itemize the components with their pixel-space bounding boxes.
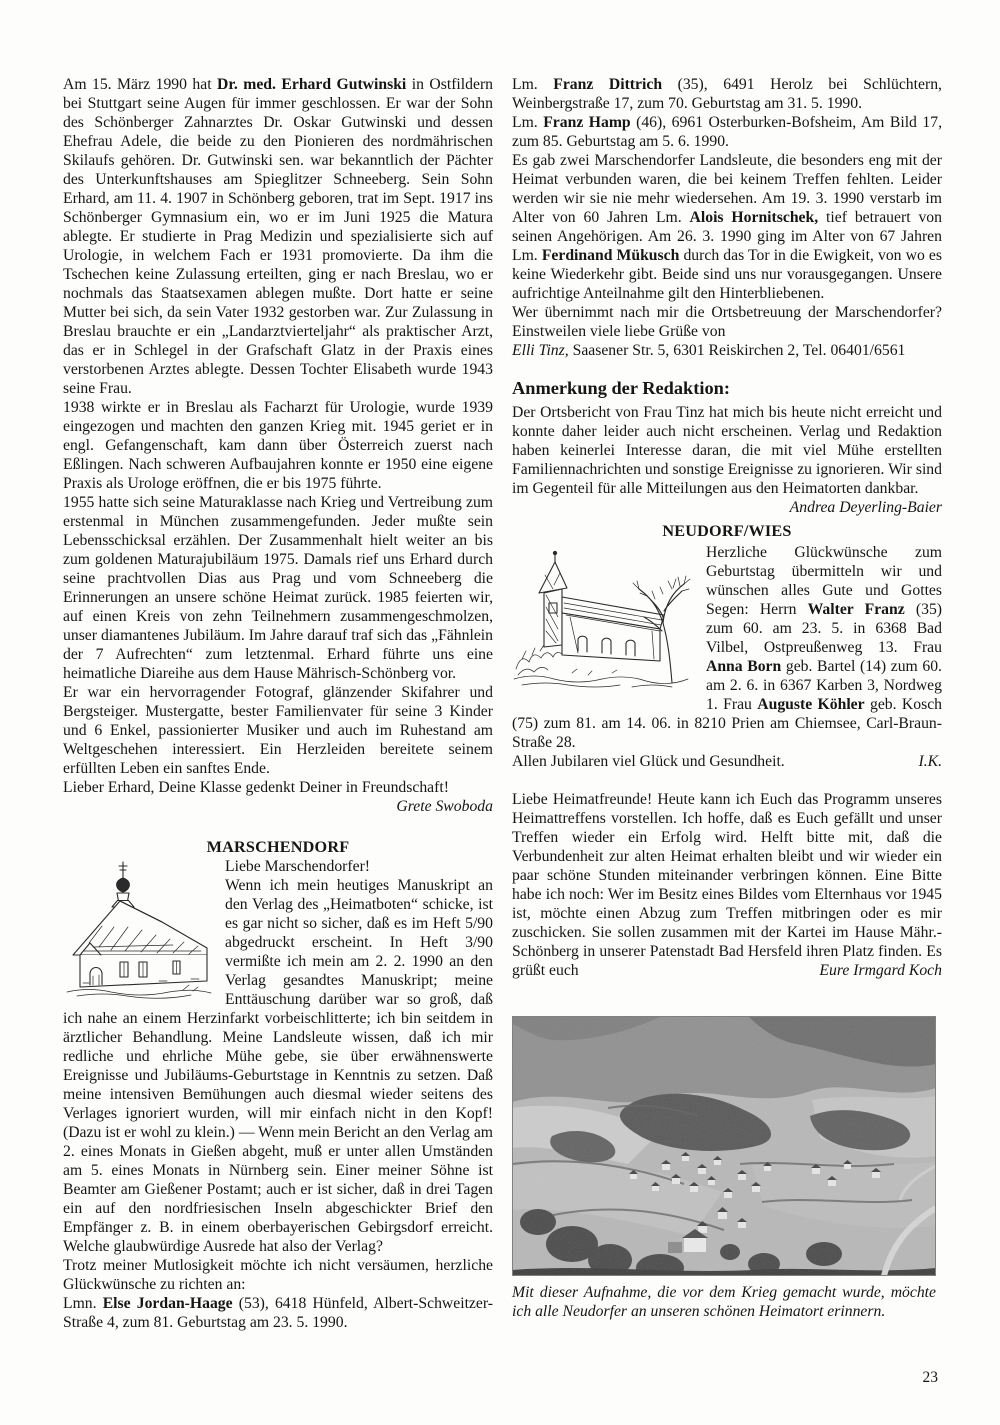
contact-line: [512, 341, 942, 360]
text-segment: (35), 6491 Herolz bei Schlüchtern, Weinbergstraße 17, zum 70. Geburtstag am 31. 5. 1990.: [512, 76, 942, 112]
text-segment: in Ostfildern bei Stuttgart seine Augen für immer geschlossen. Er war der Sohn des Schönberger Zahnarztes Dr. Oskar Gutwinski und dessen Ehefrau Adele, die beide zu den Pionieren des nordmährischen Skilaufs gehören. Dr. Gutwinski sen. war bekanntlich der Pächter des Unterkunftshauses am Spieglitzer Schneeberg. Sein Sohn Erhard, am 11. 4. 1907 in Schönberg geboren, trat im Sept. 1917 ins Schönberger Gymnasium ein, wo er im Juni 1925 die Matura ablegte. Er studierte in Prag Medizin und spezialisierte sich auf Urologie, in welchem Fach er 1931 promovierte. Da ihm die Tschechen keine Zulassung erteilten, ging er nach Breslau, wo er nochmals das Staatsexamen ablegen mußte. Dort hatte er seine Mutter bei sich, da sein Vater 1932 gestorben war. Zur Zulassung in Breslau brauchte er ein „Landarztvierteljahr“ als praktischer Arzt, das er in Schlegel in der Grafschaft Glatz in der Praxis eines verstorbenen Arztes ablegte. Dessen Tochter Elisabeth wurde 1943 seine Frau.: [63, 76, 494, 397]
redaktion-note: [512, 403, 942, 516]
text-segment: Lm.: [512, 114, 544, 131]
birthday-entry-2: [512, 113, 942, 151]
birthday-entry-1: [512, 75, 942, 113]
obituary-paragraph-3: 1955 hatte sich seine Maturaklasse nach Krieg und Vertreibung zum erstenmal in München zusammengefunden. Jeder mußte sein Lebensschicksal erzählen. Der Zusammenhalt hielt weiter an bis zum goldenen Maturajubiläum 1975. Damals rief uns Erhard durch seine prachtvollen Dias aus Prag und vom Schneeberg die Erinnerungen an unsere schöne Heimat zurück. 1985 feierten wir, auf einen Kreis von zehn Teilnehmern zusammengeschmolzen, unser diamantenes Jubiläum. Im Jahre darauf traf sich das „Fähnlein der 7 Aufrechten“ zum letztenmal. Erhard führte uns eine heimatliche Diareihe aus dem Hause Mährisch-Schönberg vor.: [63, 494, 493, 682]
text-segment: geb. Kosch (75) zum 81. am 14. 06. in 8210 Prien am Chiemsee, Carl-Braun-Straße 28.: [512, 696, 942, 751]
marschendorf-section: [63, 838, 493, 1332]
text-segment: (53), 6418 Hünfeld, Albert-Schweitzer-Straße 4, zum 81. Geburtstag am 23. 5. 1990.: [63, 1295, 493, 1331]
neudorf-heading: NEUDORF/WIES: [662, 522, 792, 540]
obituary-signature: Grete Swoboda: [396, 798, 493, 815]
text-segment: geb. Bartel (14) zum 60. am 2. 6. in 6367 Karben 3, Nordweg 1. Frau: [706, 658, 942, 713]
marschendorf-salutation: Liebe Marschendorfer!: [225, 858, 371, 875]
text-segment: Herzliche Glückwünsche zum Geburtstag übermitteln wir und wünschen alles Gute und Gottes Segen: Herrn: [706, 544, 942, 618]
obituary-closing-line: Lieber Erhard, Deine Klasse gedenkt Deiner in Freundschaft!: [63, 779, 449, 796]
text-segment: Allen Jubilaren viel Glück und Gesundheit.: [512, 753, 785, 770]
text-segment: Lmn.: [63, 1295, 103, 1312]
text-segment: (35) zum 60. am 23. 5. in 6368 Bad Vilbel, Ostpreußenweg 13. Frau: [706, 601, 943, 656]
marschendorf-report: Wenn ich mein heutiges Manuskript an den Verlag des „Heimatboten“ schicke, ist es gar nicht so sicher, daß es im Heft 5/90 abgedruckt erscheint. In Heft 3/90 vermißte ich mein am 2. 2. 1990 an den Verlag gesandtes Manuskript; meine Enttäuschung darüber war so groß, daß ich nahe an einem Herzinfarkt vorbeischlitterte; ich bin seitdem in ärztlicher Behandlung. Meine Landsleute wissen, daß ich mir redliche und ehrliche Mühe gebe, sie über erwähnenswerte Ereignisse und Jubiläums-Geburtstage in Kenntnis zu setzen. Daß meine intensiven Bemühungen auch diesmal wieder seitens des Verlages ignoriert wurden, will mir einfach nicht in den Kopf! (Dazu ist er wohl zu klein.) — Wenn mein Bericht an den Verlag am 2. eines Monats in Gießen abgeht, muß er unter allen Umständen am 5. eines Monats in Nürnberg sein. Einer meiner Söhne ist Beamter am Gießener Postamt; auch er ist sicher, daß in drei Tagen ein auf den nordfriesischen Inseln abgeschickter Brief den Empfänger z. B. in einem oberbayerischen Gebirgsdorf erreicht. Welche glaubwürdige Ausrede hat also der Verlag?: [63, 877, 493, 1255]
jubilare-greeting-line: [512, 752, 942, 771]
text-segment: tief betrauert von seinen Angehörigen. Am 26. 3. 1990 ging im Alter von 67 Jahren Lm.: [512, 209, 942, 264]
text-segment: Lm.: [512, 76, 554, 93]
marschendorf-heading: MARSCHENDORF: [206, 838, 350, 856]
person-name: Franz Dittrich: [553, 76, 663, 93]
marschendorf-wishes-intro: Trotz meiner Mutlosigkeit möchte ich nicht versäumen, herzliche Glückwünsche zu richten an:: [63, 1257, 493, 1293]
marschendorf-church-icon: [63, 859, 215, 999]
text-segment: Es gab zwei Marschendorfer Landsleute, die besonders eng mit der Heimat verbunden waren, die bei keinem Treffen fehlten. Leider werden wir sie nie mehr wiedersehen. Am 19. 3. 1990 verstarb im Alter von 60 Jahren Lm.: [512, 152, 942, 226]
redaktion-heading: Anmerkung der Redaktion:: [512, 378, 730, 398]
greeting-initials: I.K.: [918, 753, 942, 770]
person-name: Ferdinand Mükusch: [541, 247, 680, 264]
text-segment: (46), 6961 Osterburken-Bofsheim, Am Bild 17, zum 85. Geburtstag am 5. 6. 1990.: [512, 114, 942, 150]
neudorf-section: [512, 522, 942, 771]
marschendorf-birthday-entry: [63, 1294, 493, 1332]
person-name: Else Jordan-Haage: [102, 1295, 233, 1312]
neudorf-church-icon: [512, 547, 694, 695]
person-name: Auguste Köhler: [757, 696, 865, 713]
person-name: Elli Tinz,: [512, 342, 569, 359]
text-segment: Liebe Heimatfreunde! Heute kann ich Euch das Programm unseres Heimattreffens vorstellen. Ich hoffe, daß es Euch gefällt und unser Treffen wieder ein Erfolg wird. Helft bitte mit, daß die Verbundenheit zur alten Heimat erhalten bleibt und wir wieder ein paar schöne Stunden miteinander verbringen können. Eine Bitte habe ich noch: Wer im Besitz eines Bildes vom Elternhaus vor 1945 ist, möchte einen Abzug zum Treffen mitbringen oder es mir zuschicken. Sie sollen zusammen mit der Kartei im Hause Mähr.-Schönberg in unserer Patenstadt Bad Hersfeld ihren Platz finden. Es grüßt euch: [512, 791, 942, 979]
redaktion-signature: Andrea Deyerling-Baier: [789, 499, 942, 516]
text-segment: Am 15. März 1990 hat: [63, 76, 218, 93]
heimatfreunde-signature: Eure Irmgard Koch: [819, 962, 942, 979]
village-photo: [512, 1016, 936, 1276]
page-number: 23: [922, 1369, 938, 1386]
village-photo-figure: [512, 1016, 942, 1321]
person-name: Franz Hamp: [543, 114, 631, 131]
text-segment: durch das Tor in die Ewigkeit, von wo es keine Wiederkehr gibt. Beide sind uns nur vorausgegangen. Unsere aufrichtige Anteilnahme gilt den Hinterbliebenen.: [512, 247, 942, 302]
person-name: Alois Hornitschek,: [689, 209, 819, 226]
left-column: [63, 75, 493, 1332]
memorial-paragraph: [512, 151, 942, 303]
obituary-paragraph-4: Er war ein hervorragender Fotograf, glänzender Skifahrer und Bergsteiger. Mustergatte, bester Familienvater für seine 3 Kinder und 6 Enkel, passionierter Musiker und auch im Ruhestand am Weltgeschehen interessiert. Ein Herzleiden bereitete seinem erfüllten Leben ein sanftes Ende.: [63, 684, 493, 777]
person-name: Dr. med. Erhard Gutwinski: [217, 76, 407, 93]
heimatfreunde-paragraph: [512, 790, 942, 980]
right-column: [512, 75, 942, 1332]
caretaker-question: Wer übernimmt nach mir die Ortsbetreuung der Marschendorfer? Einstweilen viele liebe Grüße von: [512, 304, 942, 340]
obituary-paragraph-1: [63, 75, 493, 398]
photo-caption: Mit dieser Aufnahme, die vor dem Krieg gemacht wurde, möchte ich alle Neudorfer an unseren schönen Heimatort erinnern.: [512, 1284, 936, 1320]
obituary-paragraph-2: 1938 wirkte er in Breslau als Facharzt für Urologie, wurde 1939 eingezogen und machten den ganzen Krieg mit. 1945 geriet er in engl. Gefangenschaft, kam dann über Österreich zuerst nach Eßlingen. Nach schweren Aufbaujahren konnte er 1950 eine eigene Praxis als Urologe eröffnen, die er bis 1975 führte.: [63, 399, 493, 492]
person-name: Walter Franz: [807, 601, 905, 618]
text-segment: Der Ortsbericht von Frau Tinz hat mich bis heute nicht erreicht und konnte daher leider auch nicht erscheinen. Verlag und Redaktion haben keinerlei Interesse daran, die mit viel Mühe erstellten Familiennachrichten und sonstige Ereignisse zu ignorieren. Wir sind im Gegenteil für alle Mitteilungen aus den Heimatorten dankbar.: [512, 404, 942, 497]
text-segment: Saasener Str. 5, 6301 Reiskirchen 2, Tel. 06401/6561: [568, 342, 906, 359]
blank-line: [512, 771, 942, 790]
person-name: Anna Born: [706, 658, 782, 675]
